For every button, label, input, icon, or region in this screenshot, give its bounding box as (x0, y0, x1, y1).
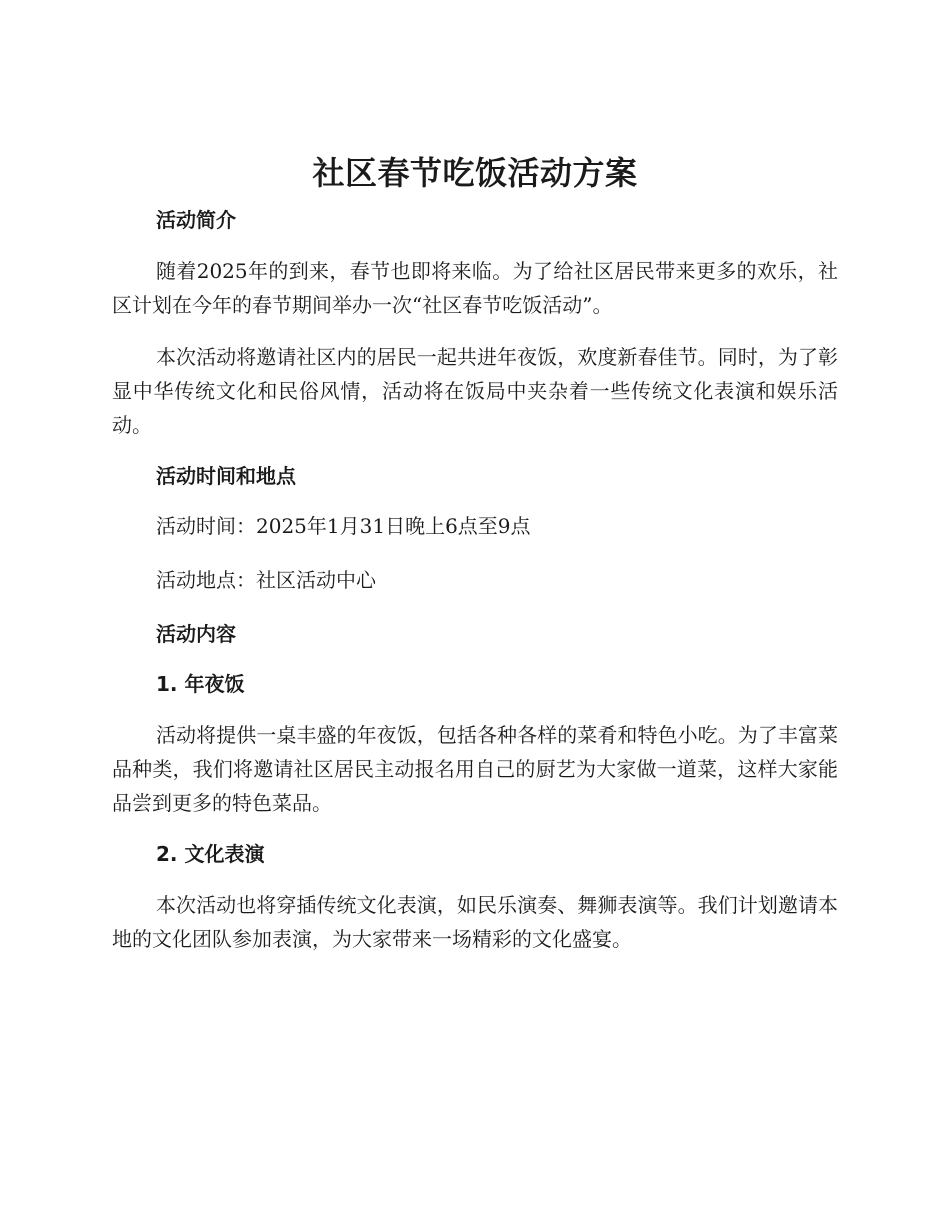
event-time-line: 活动时间：2025年1月31日晚上6点至9点 (156, 514, 531, 538)
document-page (112, 148, 838, 974)
item-paragraph-performance: 本次活动也将穿插传统文化表演，如民乐演奏、舞狮表演等。我们计划邀请本地的文化团队参加表演，为大家带来一场精彩的文化盛宴。 (112, 893, 838, 951)
item-paragraph-dinner: 活动将提供一桌丰盛的年夜饭，包括各种各样的菜肴和特色小吃。为了丰富菜品种类，我们将邀请社区居民主动报名用自己的厨艺为大家做一道菜，这样大家能品尝到更多的特色菜品。 (112, 723, 838, 815)
intro-paragraph-2: 本次活动将邀请社区内的居民一起共进年夜饭，欢度新春佳节。同时，为了彰显中华传统文化和民俗风情，活动将在饭局中夹杂着一些传统文化表演和娱乐活动。 (112, 345, 838, 437)
intro-paragraph-1: 随着2025年的到来，春节也即将来临。为了给社区居民带来更多的欢乐，社区计划在今年的春节期间举办一次“社区春节吃饭活动”。 (112, 259, 838, 317)
item-heading-dinner: 1. 年夜饭 (156, 672, 245, 696)
section-heading-time-place: 活动时间和地点 (156, 464, 296, 488)
event-place-line: 活动地点：社区活动中心 (156, 568, 376, 592)
document-title: 社区春节吃饭活动方案 (312, 154, 638, 192)
item-heading-performance: 2. 文化表演 (156, 842, 265, 866)
section-heading-intro: 活动简介 (156, 208, 236, 232)
section-heading-content: 活动内容 (156, 622, 236, 646)
